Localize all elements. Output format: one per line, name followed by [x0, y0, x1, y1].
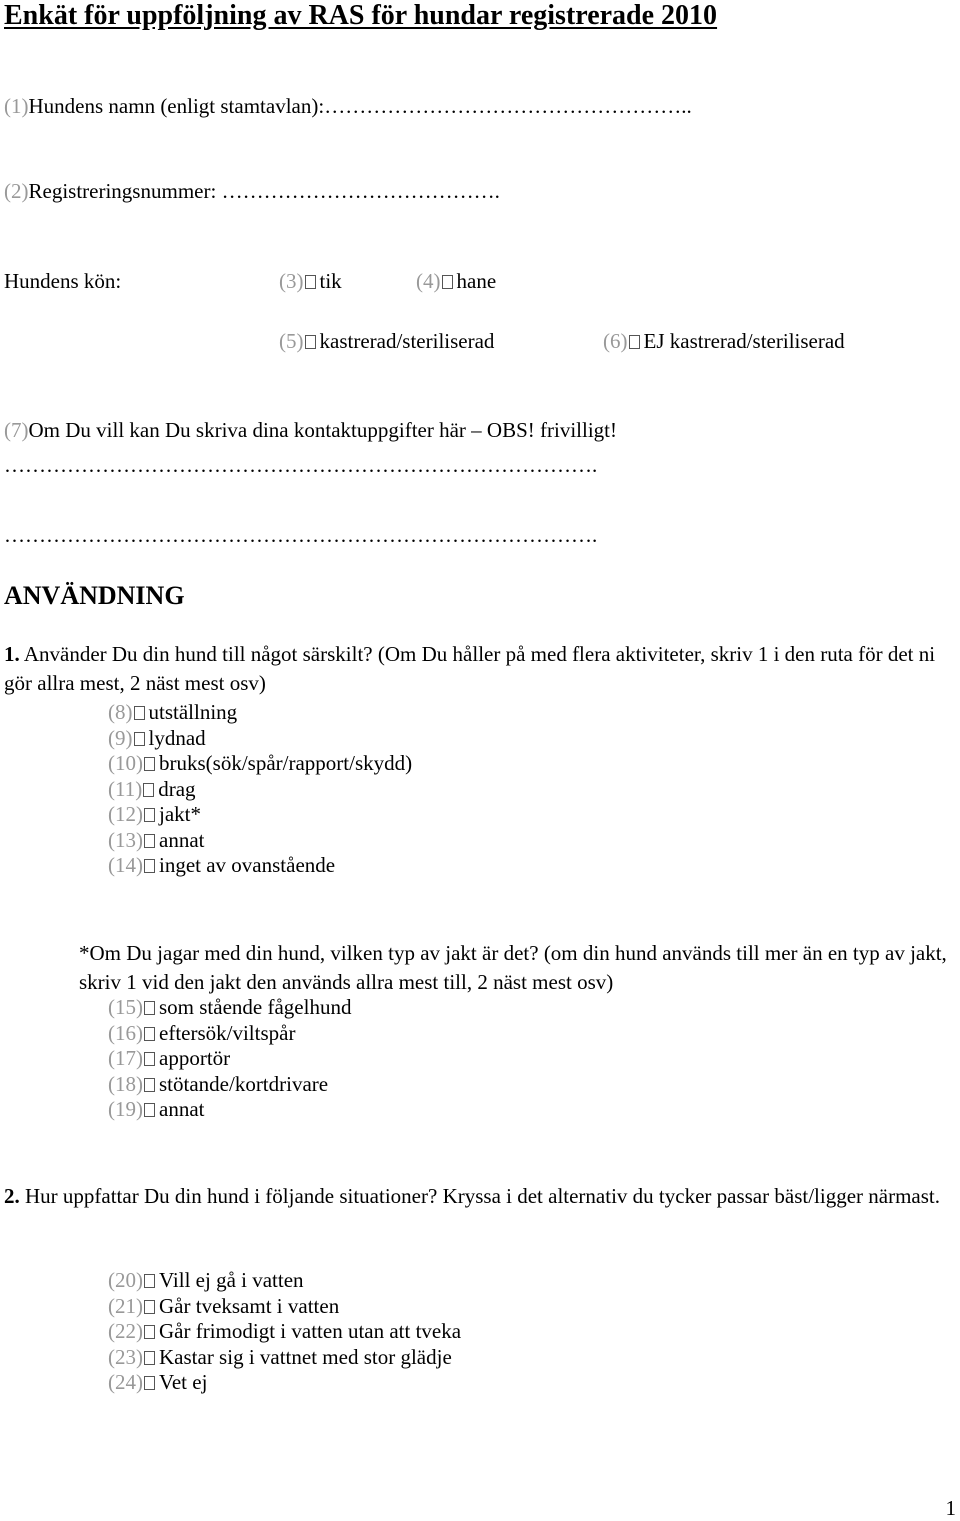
option-label: jakt* — [159, 802, 201, 826]
sex-option-male[interactable] — [416, 268, 496, 294]
option-label: annat — [159, 1097, 205, 1121]
checkbox[interactable] — [305, 275, 316, 289]
question-2 — [4, 1182, 949, 1211]
checkbox[interactable] — [144, 1052, 155, 1066]
water-option-confident[interactable] — [108, 1319, 461, 1345]
hunting-option-pointer[interactable] — [108, 995, 351, 1021]
usage-option-other[interactable] — [108, 828, 412, 854]
checkbox[interactable] — [144, 1325, 155, 1339]
checkbox[interactable] — [144, 1274, 155, 1288]
option-label: inget av ovanstående — [159, 853, 336, 877]
registration-number-fill-line[interactable]: …………………………………. — [221, 179, 500, 203]
hunting-options-list — [108, 995, 351, 1123]
checkbox[interactable] — [144, 1376, 155, 1390]
page-number: 1 — [945, 1496, 956, 1520]
option-label: Går tveksamt i vatten — [159, 1293, 340, 1318]
option-label: EJ kastrerad/steriliserad — [643, 329, 845, 353]
item-number: (16) — [108, 1020, 143, 1045]
item-number: (5) — [279, 329, 304, 353]
usage-option-working[interactable] — [108, 751, 412, 777]
question-number: 1. — [4, 642, 20, 666]
option-label: Går frimodigt i vatten utan att tveka — [159, 1319, 462, 1343]
water-option-unknown[interactable] — [108, 1370, 461, 1396]
item-number: (18) — [108, 1071, 143, 1096]
usage-option-hunting[interactable] — [108, 802, 412, 828]
dog-name-field[interactable] — [4, 93, 692, 119]
checkbox[interactable] — [134, 706, 145, 720]
checkbox[interactable] — [144, 1103, 155, 1117]
option-label: utställning — [148, 700, 238, 724]
checkbox[interactable] — [442, 275, 453, 289]
option-label: Vill ej gå i vatten — [159, 1268, 304, 1292]
item-number: (1) — [4, 94, 29, 118]
usage-option-show[interactable] — [108, 700, 412, 726]
contact-prompt — [4, 417, 617, 443]
question-text: Hur uppfattar Du din hund i följande situationer? — [25, 1184, 438, 1208]
item-number: (17) — [108, 1046, 143, 1070]
option-label: eftersök/viltspår — [159, 1020, 296, 1045]
item-number: (2) — [4, 179, 29, 203]
item-number: (7) — [4, 418, 29, 442]
checkbox[interactable] — [305, 335, 316, 349]
item-number: (23) — [108, 1344, 143, 1369]
option-label: som stående fågelhund — [159, 995, 352, 1019]
checkbox[interactable] — [144, 834, 155, 848]
usage-option-obedience[interactable] — [108, 726, 412, 752]
item-number: (13) — [108, 827, 143, 852]
checkbox[interactable] — [144, 859, 155, 873]
registration-number-label: Registreringsnummer: — [28, 179, 217, 203]
hunting-option-retriever[interactable] — [108, 1046, 351, 1072]
sex-option-not-neutered[interactable] — [603, 328, 845, 354]
option-label: drag — [158, 776, 196, 801]
item-number: (9) — [108, 725, 133, 750]
option-label: stötande/kortdrivare — [159, 1071, 329, 1096]
water-option-eager[interactable] — [108, 1345, 461, 1371]
hunting-option-other[interactable] — [108, 1097, 351, 1123]
question-number: 2. — [4, 1184, 20, 1208]
question-text: Använder Du din hund till något särskilt? — [23, 642, 373, 666]
question-instruction: (om din hund används till mer än en typ av jakt, skriv 1 vid den jakt den används allra mest till, 2 näst mest osv) — [79, 941, 947, 994]
checkbox[interactable] — [144, 1027, 155, 1041]
item-number: (10) — [108, 751, 143, 775]
contact-fill-line-1[interactable]: …………………………………………………………………………. — [4, 453, 598, 477]
item-number: (4) — [416, 269, 441, 293]
item-number: (11) — [108, 776, 143, 801]
checkbox[interactable] — [143, 783, 154, 797]
item-number: (19) — [108, 1097, 143, 1121]
question-instruction: (Om Du håller på med flera aktiviteter, skriv 1 i den ruta för det ni gör allra mest, 2 näst mest osv) — [4, 642, 936, 695]
question-instruction: Kryssa i det alternativ du tycker passar bäst/ligger närmast. — [442, 1184, 940, 1208]
usage-options-list — [108, 700, 412, 879]
item-number: (22) — [108, 1319, 143, 1343]
checkbox[interactable] — [144, 1078, 155, 1092]
option-label: lydnad — [148, 725, 206, 750]
registration-number-field[interactable] — [4, 178, 500, 204]
checkbox[interactable] — [144, 1300, 155, 1314]
water-option-refuses[interactable] — [108, 1268, 461, 1294]
checkbox[interactable] — [144, 757, 155, 771]
section-heading: ANVÄNDNING — [4, 581, 185, 610]
option-label: apportör — [159, 1046, 231, 1070]
question-1 — [4, 640, 944, 698]
item-number: (6) — [603, 329, 628, 353]
item-number: (12) — [108, 802, 143, 826]
page-title: Enkät för uppföljning av RAS för hundar registrerade 2010 — [4, 0, 718, 31]
contact-label: Om Du vill kan Du skriva dina kontaktuppgifter här – OBS! frivilligt! — [28, 418, 617, 442]
sex-option-neutered[interactable] — [279, 328, 494, 354]
item-number: (3) — [279, 269, 304, 293]
option-label: kastrerad/steriliserad — [319, 329, 495, 353]
option-label: annat — [159, 827, 205, 852]
hunting-option-flushing[interactable] — [108, 1072, 351, 1098]
checkbox[interactable] — [144, 1001, 155, 1015]
dog-sex-label: Hundens kön: — [4, 269, 122, 293]
checkbox[interactable] — [144, 808, 155, 822]
option-label: bruks(sök/spår/rapport/skydd) — [159, 751, 413, 775]
question-text: *Om Du jagar med din hund, vilken typ av jakt är det? — [79, 941, 539, 965]
item-number: (15) — [108, 995, 143, 1019]
dog-name-label: Hundens namn (enligt stamtavlan): — [28, 94, 325, 118]
dog-name-fill-line[interactable]: …………………………………………….. — [324, 94, 692, 118]
water-options-list — [108, 1268, 461, 1396]
checkbox[interactable] — [134, 732, 145, 746]
usage-option-draft[interactable] — [108, 777, 412, 803]
checkbox[interactable] — [144, 1351, 155, 1365]
contact-fill-line-2[interactable]: …………………………………………………………………………. — [4, 523, 598, 547]
water-option-hesitant[interactable] — [108, 1294, 461, 1320]
option-label: tik — [319, 269, 342, 293]
item-number: (20) — [108, 1268, 143, 1292]
hunting-question — [79, 939, 949, 997]
sex-option-female[interactable] — [279, 268, 342, 294]
checkbox[interactable] — [629, 335, 640, 349]
usage-option-none[interactable] — [108, 853, 412, 879]
hunting-option-tracking[interactable] — [108, 1021, 351, 1047]
option-label: hane — [456, 269, 497, 293]
item-number: (8) — [108, 700, 133, 724]
item-number: (21) — [108, 1293, 143, 1318]
option-label: Vet ej — [159, 1370, 208, 1394]
item-number: (14) — [108, 853, 143, 877]
option-label: Kastar sig i vattnet med stor glädje — [159, 1344, 452, 1369]
item-number: (24) — [108, 1370, 143, 1394]
